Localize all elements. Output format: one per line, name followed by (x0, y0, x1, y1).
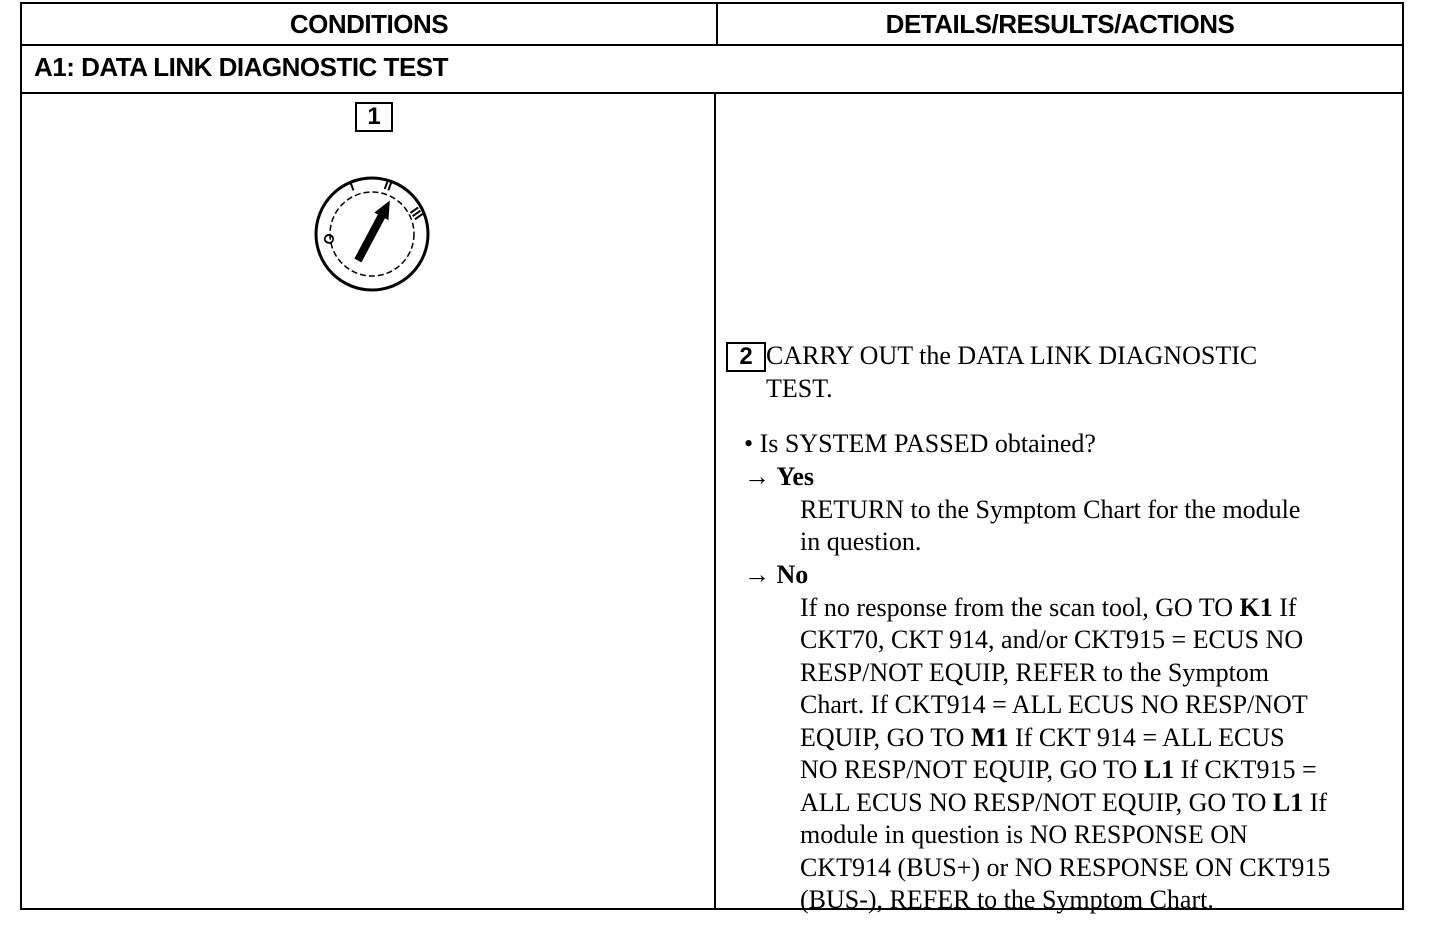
no-label: No (776, 560, 809, 589)
yes-line2: in question. (800, 527, 922, 556)
dial-label-2: II (381, 176, 395, 194)
section-row (22, 46, 1402, 94)
yes-arrow-icon: → (744, 462, 770, 491)
no-row (744, 559, 808, 592)
section-title: A1: DATA LINK DIAGNOSTIC TEST (34, 52, 449, 82)
dial-label-1: I (347, 177, 357, 194)
no-line10: (BUS-), REFER to the Symptom Chart. (800, 885, 1214, 914)
yes-line1: RETURN to the Symptom Chart for the module (800, 495, 1301, 524)
yes-label: Yes (776, 462, 815, 491)
no-line7: ALL ECUS NO RESP/NOT EQUIP, GO TO L1 If (800, 788, 1328, 817)
step-2-title-line1: CARRY OUT the DATA LINK DIAGNOSTIC (766, 341, 1258, 370)
conditions-header: CONDITIONS (22, 4, 718, 44)
details-header: DETAILS/RESULTS/ACTIONS (885, 9, 1235, 39)
no-line5: EQUIP, GO TO M1 If CKT 914 = ALL ECUS (800, 723, 1285, 752)
key-arrow-icon (351, 197, 397, 265)
yes-row (744, 461, 814, 494)
step-2-title-line2: TEST. (766, 374, 833, 403)
no-line6: NO RESP/NOT EQUIP, GO TO L1 If CKT915 = (800, 755, 1317, 784)
details-cell (716, 94, 1402, 914)
question-text: • Is SYSTEM PASSED obtained? (744, 429, 1096, 458)
dial-label-off: O (319, 231, 339, 247)
conditions-cell (22, 94, 716, 908)
no-line1: If no response from the scan tool, GO TO K1 If (800, 593, 1297, 622)
dial-label-3: III (406, 203, 427, 223)
no-line3: RESP/NOT EQUIP, REFER to the Symptom (800, 658, 1270, 687)
table-header (22, 4, 1402, 46)
step-2-box: 2 (726, 342, 766, 372)
step-1-box: 1 (355, 102, 393, 132)
ignition-key-switch-icon (312, 174, 432, 294)
diagnostic-table (20, 2, 1404, 914)
no-line2: CKT70, CKT 914, and/or CKT915 = ECUS NO (800, 625, 1304, 654)
no-line4: Chart. If CKT914 = ALL ECUS NO RESP/NOT (800, 690, 1308, 719)
no-line8: module in question is NO RESPONSE ON (800, 820, 1248, 849)
no-arrow-icon: → (744, 560, 770, 589)
no-line9: CKT914 (BUS+) or NO RESPONSE ON CKT915 (800, 853, 1331, 882)
